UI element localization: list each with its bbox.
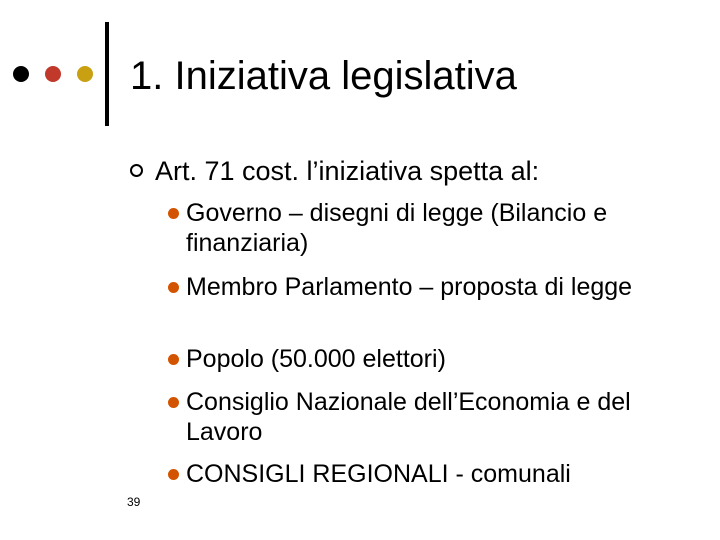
list-item-text: Consiglio Nazionale dell’Economia e del Lavoro — [186, 388, 631, 446]
list-item — [168, 387, 671, 447]
list-item-text: Governo – disegni di legge (Bilancio e finanziaria) — [186, 199, 608, 257]
list-item-text: Popolo (50.000 elettori) — [186, 345, 446, 373]
title-divider — [105, 22, 109, 126]
slide-title: 1. Iniziativa legislativa — [130, 54, 517, 98]
main-bullet-text: Art. 71 cost. l’iniziativa spetta al: — [155, 156, 540, 186]
page-number: 39 — [127, 495, 141, 509]
bullet-icon — [168, 354, 179, 365]
bullet-icon — [168, 208, 179, 219]
list-item-text: Membro Parlamento – proposta di legge — [186, 273, 633, 301]
list-item — [168, 272, 671, 302]
hollow-bullet-icon — [130, 164, 143, 177]
list-item — [168, 344, 671, 374]
list-item-text: CONSIGLI REGIONALI - comunali — [186, 460, 571, 488]
dot-red-icon — [45, 66, 61, 82]
bullet-icon — [168, 397, 179, 408]
dot-black-icon — [13, 66, 29, 82]
bullet-icon — [168, 282, 179, 293]
bullet-icon — [168, 469, 179, 480]
dot-gold-icon — [77, 66, 93, 82]
list-item — [168, 198, 671, 258]
list-item — [168, 459, 671, 489]
